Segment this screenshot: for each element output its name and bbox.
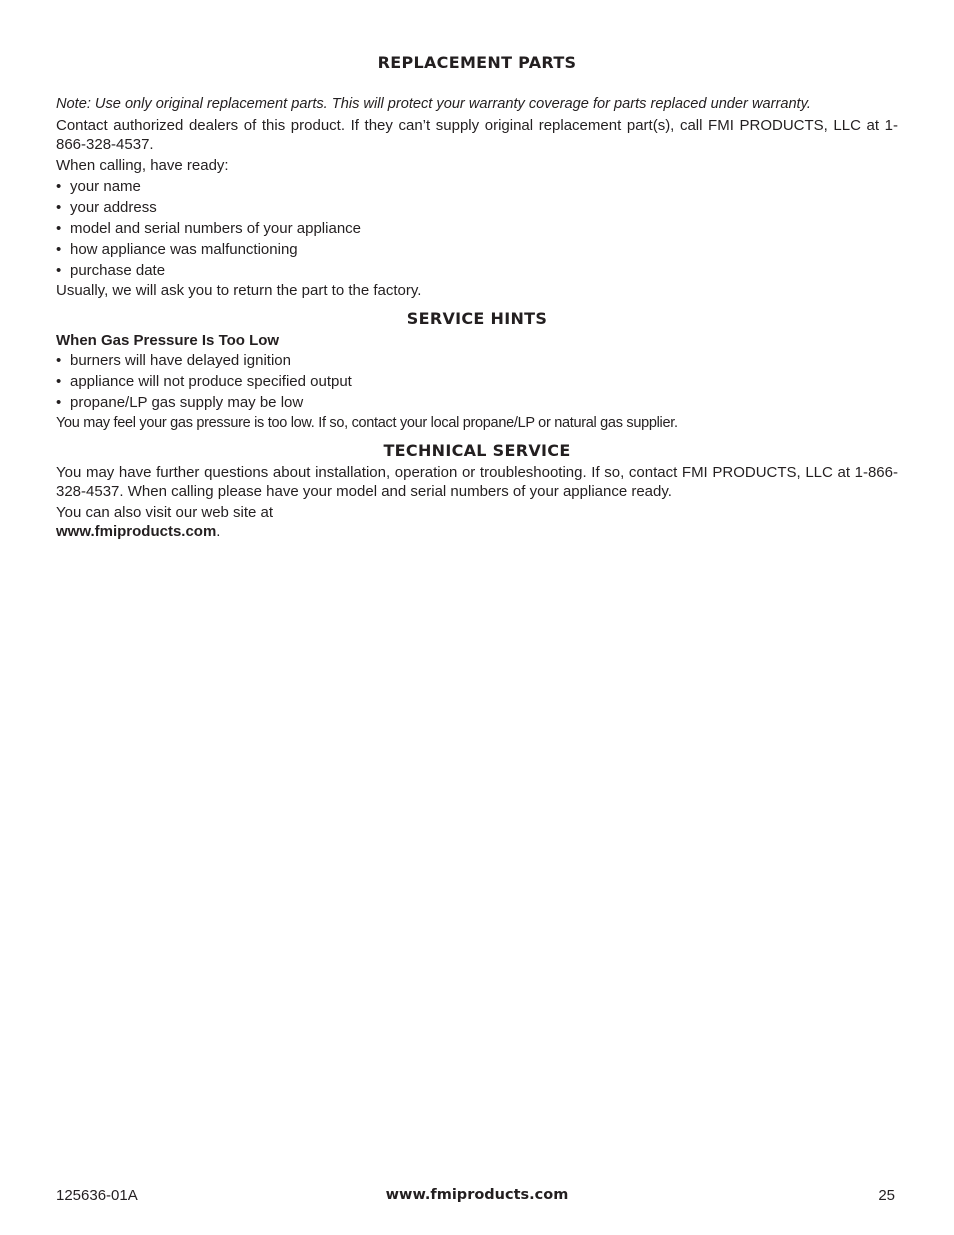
list-item: • appliance will not produce specified output: [56, 371, 898, 392]
doc-number: 125636-01A: [56, 1187, 138, 1204]
technical-service-body: You may have further questions about installation, operation or troubleshooting. If so, contact FMI PRODUCTS, LLC at 1-866-328-4537. When calling please have your model and serial numbers of your appliance ready.: [56, 464, 898, 500]
list-item: • your address: [56, 197, 898, 218]
technical-service-visit: You can also visit our web site at: [56, 504, 274, 521]
replacement-parts-title: REPLACEMENT PARTS: [377, 53, 577, 72]
list-item: • propane/LP gas supply may be low: [56, 392, 898, 413]
list-item: • your name: [56, 176, 898, 197]
when-calling-text: When calling, have ready:: [56, 157, 229, 174]
list-item: • burners will have delayed ignition: [56, 350, 898, 371]
footer-website[interactable]: www.fmiproducts.com: [385, 1187, 569, 1203]
service-hints-closing: You may feel your gas pressure is too low. If so, contact your local propane/LP or natural gas supplier.: [56, 415, 678, 431]
list-item: • how appliance was malfunctioning: [56, 239, 898, 260]
replacement-parts-section: [56, 95, 898, 300]
service-hints-subtitle: When Gas Pressure Is Too Low: [56, 332, 280, 349]
service-hints-title: SERVICE HINTS: [406, 309, 548, 328]
service-hints-list: [56, 350, 898, 413]
page-number: 25: [878, 1187, 895, 1204]
technical-service-website-line: [56, 522, 898, 541]
list-item: • purchase date: [56, 260, 898, 281]
page-footer: [56, 1187, 898, 1207]
replacement-parts-closing: Usually, we will ask you to return the part to the factory.: [56, 282, 422, 299]
technical-service-title: TECHNICAL SERVICE: [383, 441, 571, 460]
service-hints-section: [56, 331, 898, 433]
replacement-parts-list: [56, 176, 898, 281]
website-link[interactable]: www.fmiproducts.com: [56, 523, 217, 540]
replacement-parts-note: Note: Use only original replacement parts. This will protect your warranty coverage for parts replaced under warranty.: [56, 96, 811, 112]
technical-service-section: [56, 463, 898, 541]
list-item: • model and serial numbers of your appliance: [56, 218, 898, 239]
replacement-parts-contact: Contact authorized dealers of this product. If they can’t supply original replacement part(s), call FMI PRODUCTS, LLC at 1-866-328-4537.: [56, 117, 898, 153]
website-period: .: [216, 523, 221, 540]
